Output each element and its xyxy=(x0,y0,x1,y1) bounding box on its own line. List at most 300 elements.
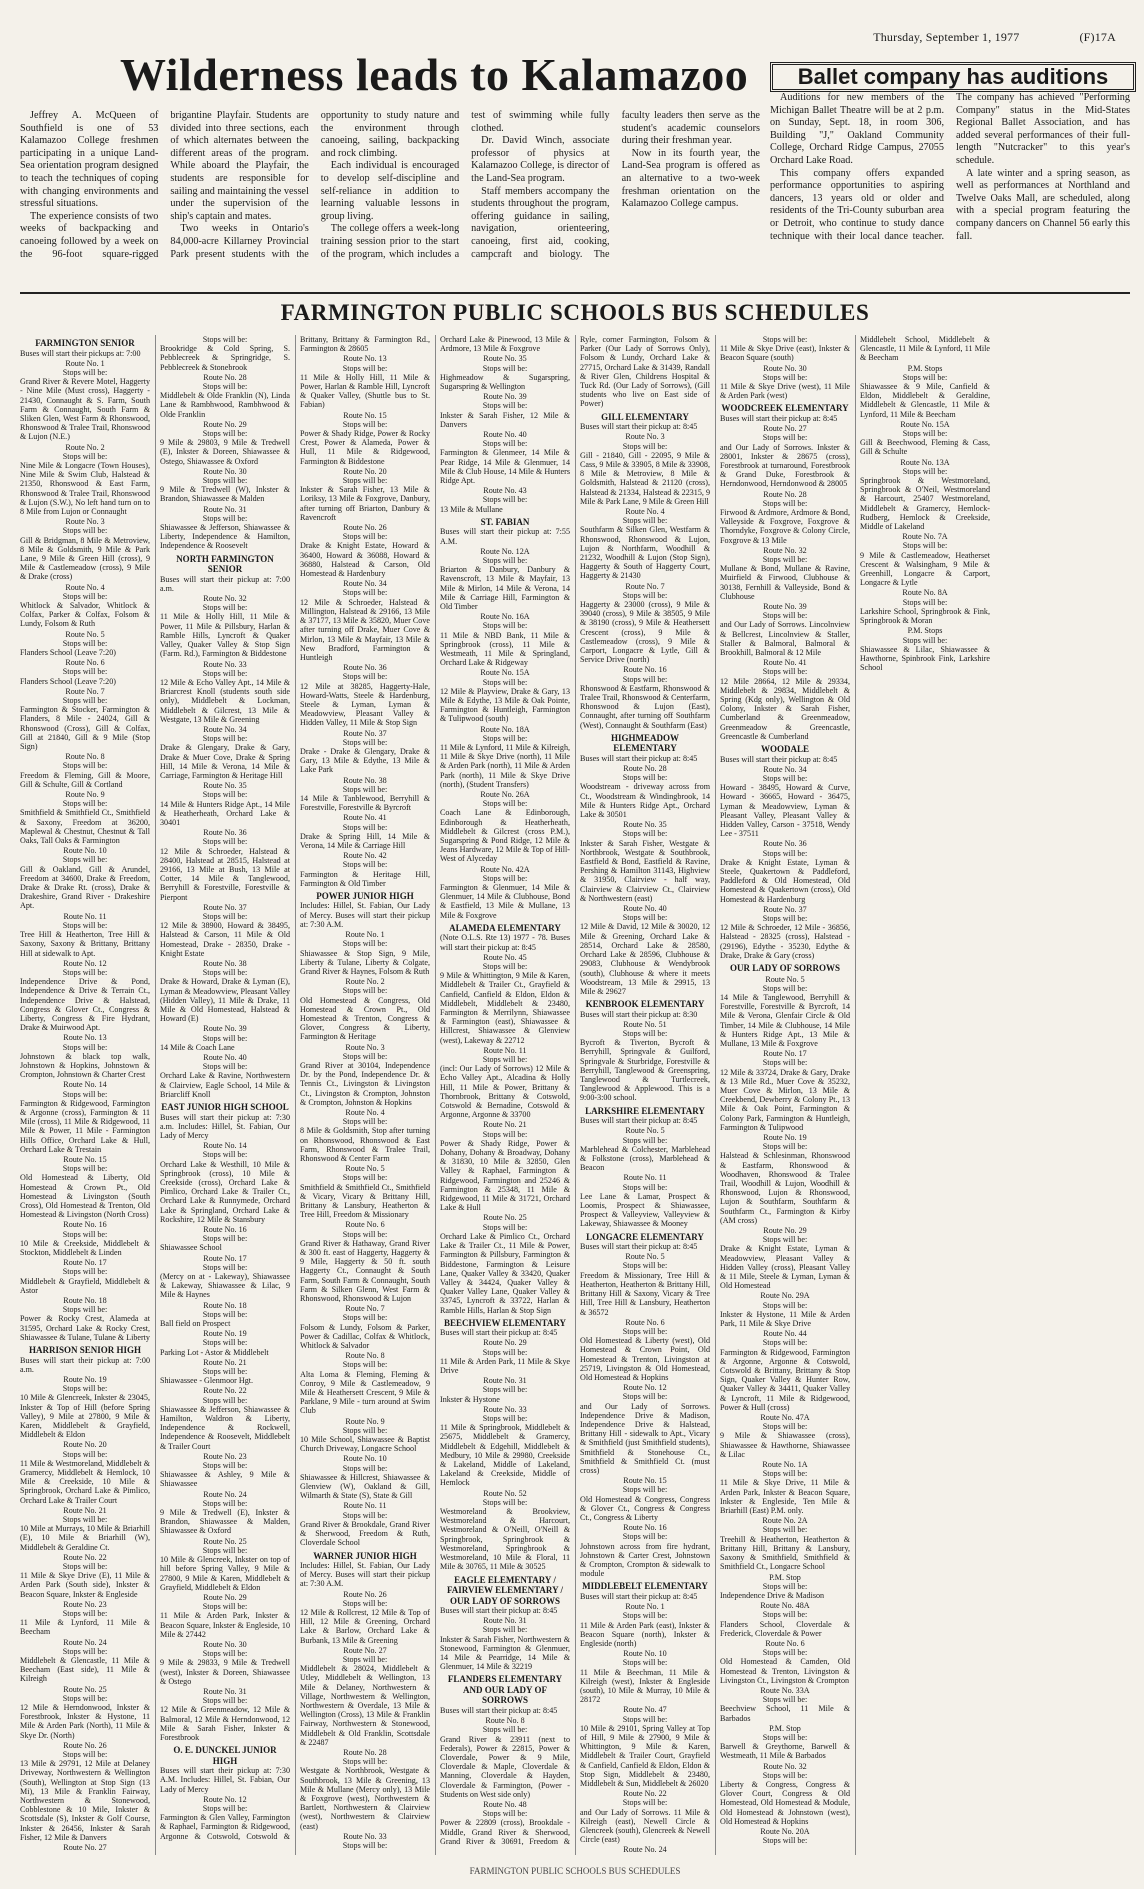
route-stops: Gill & Bridgman, 8 Mile & Metroview, 8 Mile & Goldsmith, 9 Mile & Park Lane, 9 Mile & Green Hill (cross), 9 Mile & Castlemeadow (cross), 9 Mile & Drake (cross) xyxy=(20,535,150,582)
route-stops: 11 Mile & Lynford, 11 Mile & Beecham xyxy=(20,1618,150,1637)
route-stops: Liberty & Congress, Congress & Glover Court, Congress & Old Homestead, Old Homestead & Module, Old Homestead & Johnstown (west), Old Homestead & Hopkins xyxy=(720,1779,850,1826)
route-stops: and Our Lady of Sorrows. Independence Drive & Madison, Independence Drive & Halstead, Brittany Hill - sidewalk to Apt., Vicary & Smithfield (just Smithfield students), Smithfield & Stonehouse Ct., Smithfield & Smithfield Ct. (must cross) xyxy=(580,1401,710,1475)
route-stops: Whitlock & Salvador, Whitlock & Colfax, Parker & Colfax, Folsom & Lundy, Folsom & Ruth xyxy=(20,600,150,629)
route-stops: Parking Lot - Astor & Middlebelt xyxy=(160,1347,269,1357)
stops-label: Stops will be: xyxy=(622,674,668,684)
stops-label: Stops will be: xyxy=(762,667,808,677)
route-stops: 11 Mile & Arden Park, 11 Mile & Skye Drive xyxy=(440,1356,570,1376)
wilderness-story xyxy=(20,110,760,261)
route-number: Route No. 40 xyxy=(623,904,667,914)
stops-label: Stops will be: xyxy=(62,1449,108,1459)
route-number: Route No. 5 xyxy=(765,974,805,984)
stops-label: Stops will be: xyxy=(762,1525,808,1535)
route-number: Route No. 8 xyxy=(65,752,105,762)
stops-label: Stops will be: xyxy=(202,1338,248,1348)
route-stops: 9 Mile & Castlemeadow, Heatherset Crescent & Walsingham, 9 Mile & Greenhill, Longacre & Carport, Longacre & Lytle xyxy=(860,550,990,588)
route-number: Route No. 20 xyxy=(63,1440,107,1450)
route-stops: Halstead & Schlesinman, Rhonswood & Eastfarm, Rhonswood & Woodhaven, Rhonswood & Tralee Trail, Woodhill & Lujon, Woodhill & Rhonswood, Lujon & Rhonswood, Lujon & Southfarm, Southfarm & Southfarm Ct., Farmington & Kirby (AM cross) xyxy=(720,1151,850,1225)
route-number: Route No. 7 xyxy=(65,686,105,696)
route-stops: Middlebelt & 28024, Middlebelt & Utley, Middlebelt & Wellington, 13 Mile & Delaney, Northwestern & Village, Northwestern & Wellington, Northwestern & Overdale, 13 Mile & Wellington (Cross), 13 Mile & Franklin Fairway, Northwestern & Stonewood, Middlebelt & Old Franklin, Scottsdale & 22487 xyxy=(300,1664,430,1747)
route-number: P.M. Stop xyxy=(769,1572,801,1582)
route-stops: Smithfield & Smithfield Ct., Smithfield & Saxony, Freedom at 36200, Maplewal & Chestnut, Chestnut & Tall Oaks, Tall Oaks & Farmington xyxy=(20,808,150,846)
route-stops: Brookridge & Cold Spring, S. Pebblecreek & Springridge, S. Pebblecreek & Stonebrook xyxy=(160,344,290,372)
route-stops: Old Homestead & Congress, Old Homestead & Crown Pt., Old Homestead & Trenton, Congress & Glover, Congress & Liberty, Farmington & Heritage xyxy=(300,995,430,1042)
route-number: Route No. 29 xyxy=(483,1338,527,1348)
route-stops: Inkster & Hystone xyxy=(440,1394,500,1404)
stops-label: Stops will be: xyxy=(482,1222,528,1232)
route-number: Route No. 7 xyxy=(625,581,665,591)
stops-label: Stops will be: xyxy=(482,1725,528,1735)
stops-label: Stops will be: xyxy=(482,1347,528,1357)
stops-label: Stops will be: xyxy=(342,363,388,373)
route-number: Route No. 23 xyxy=(63,1599,107,1609)
route-stops: Orchard Lake & Ravine, Northwestern & Clairview, Eagle School, 14 Mile & Briarcliff Knoll xyxy=(160,1071,290,1099)
stops-label: Stops will be: xyxy=(62,526,108,536)
route-number: Route No. 44 xyxy=(763,1329,807,1339)
route-stops: Freedom & Missionary, Tree Hill & Heatherton, Heatherton & Brittany Hill, Brittany Hill & Saxony, Vicary & Tree Hill, Tree Hill & Lansbury, Heatherton & 36572 xyxy=(580,1270,710,1317)
bus-schedule-columns xyxy=(20,335,1130,1855)
route-number: Route No. 52 xyxy=(483,1488,527,1498)
route-number: Route No. 42 xyxy=(343,851,387,861)
stops-label: Stops will be: xyxy=(62,799,108,809)
route-stops: Rhonswood & Eastfarm, Rhonswood & Tralee Trail, Rhonswood & Centerfarm, Rhonswood & Lujon (East), Connaught, after turning off Southfarm (West), Connaught & Southfarm (East) xyxy=(580,683,710,730)
route-stops: Power & Shady Ridge, Power & Dohany, Dohany & Broadway, Dohany & 31830, 10 Mile & 32850, Glen Valley & Raphael, Farmington & Ridgewood, Farmington and 25246 & Farmington & 25348, 11 Mile & Ridgewood, 11 Mile & 31721, Orchard Lake & Hull xyxy=(440,1138,570,1213)
route-number: Route No. 26A xyxy=(480,790,530,800)
route-stops: Highmeadow & Sugarspring, Sugarspring & Wellington xyxy=(440,372,570,392)
route-stops: 11 Mile & Skye Drive (east), Inkster & Beacon Square (south) xyxy=(720,344,850,363)
stops-label: Stops will be: xyxy=(62,696,108,706)
route-stops: Marblehead & Colchester, Marblehead & Folkstone (cross), Marblehead & Beacon xyxy=(580,1144,710,1173)
route-number: Route No. 26 xyxy=(343,1589,387,1599)
stops-label: Stops will be: xyxy=(62,1042,108,1052)
stops-label: Stops will be: xyxy=(342,1229,388,1239)
route-stops: 12 Mile & Rollcrest, 12 Mile & Top of Hill, 12 Mile & Greening, Orchard Lake & Barlow, Orchard Lake & Burbank, 13 Mile & Greening xyxy=(300,1608,430,1645)
route-number: Route No. 37 xyxy=(763,904,807,914)
route-stops: Orchard Lake & Pimlico Ct., Orchard Lake & Trailer Ct., 11 Mile & Power, Farmington & Pillsbury, Farmington & Biddestone, Farmington & Leisure Lane, Quaker Valley & 33420, Quaker Valley & 34424, Quaker Valley & Quaker Valley Lane, Quaker Valley & 33745, Lyncroft & 33722, Harlan & Ramble Hills, Harlan & Stop Sign xyxy=(440,1231,570,1315)
route-stops: Flanders School (Leave 7:20) xyxy=(20,648,116,657)
pickup-start-time: Buses will start their pickup at: 8:45 xyxy=(580,422,698,432)
stops-label: Stops will be: xyxy=(762,773,808,783)
route-stops: Gill & Beechwood, Fleming & Cass, Gill & Schulte xyxy=(860,438,990,457)
route-stops: Shiawassee & Jefferson, Shiawassee & Liberty, Independence & Hamilton, Independence & Roosevelt xyxy=(160,523,290,551)
route-number: Route No. 11 xyxy=(343,1501,387,1511)
route-number: Route No. 39 xyxy=(203,1024,247,1034)
school-name: KENBROOK ELEMENTARY xyxy=(585,999,705,1010)
stops-label: Stops will be: xyxy=(482,733,528,743)
stops-label: Stops will be: xyxy=(622,773,668,783)
stops-label: Stops will be: xyxy=(62,1514,108,1524)
route-number: Route No. 5 xyxy=(625,1252,665,1262)
route-number: Route No. 14 xyxy=(203,1141,247,1151)
route-number: Route No. 15 xyxy=(63,1154,107,1164)
route-number: Route No. 40 xyxy=(203,1053,247,1063)
route-stops: 10 Mile School, Shiawassee & Baptist Church Driveway, Longacre School xyxy=(300,1435,430,1454)
route-number: Route No. 45 xyxy=(483,952,527,962)
stops-label: Stops will be: xyxy=(202,1545,248,1555)
route-stops: 12 Mile & 33724, Drake & Gary, Drake & 13 Mile Rd., Muer Cove & 35232, Muer Cove & Mirlon, 13 Mile & Creekbend, Dewberry & Colony Pt., 13 Mile & Oak Point, Farmington & Colony Park, Farmington & Huntleigh, Farmington & Tulipwood xyxy=(720,1067,850,1132)
stops-label: Stops will be: xyxy=(202,1234,248,1244)
stops-label: Stops will be: xyxy=(62,1750,108,1760)
route-stops: Shiawassee & Stop Sign, 9 Mile, Liberty & Tulane, Liberty & Colgate, Grand River & Haynes, Folsom & Ruth xyxy=(300,948,430,976)
pickup-start-time: Buses will start their pickup at: 8:45 xyxy=(440,1328,558,1338)
route-stops: Treehill & Heatherton, Heatherton & Brittany Hill, Brittany & Lansbury, Saxony & Smithfield, Smithfield & Smithfield Ct., Longacre School xyxy=(720,1534,850,1572)
route-number: Route No. 18 xyxy=(203,1300,247,1310)
route-stops: 10 Mile & Glencreek, Inkster on top of hill before Spring Valley, 9 Mile & 27800, 9 Mile & Karen, Middlebelt & Grayfield, Middlebelt & Eldon xyxy=(160,1555,290,1592)
pickup-start-time: Buses will start their pickup at: 7:30 A.M. Includes: Hillel, St. Fabian, Our Lady of Mercy xyxy=(160,1766,290,1794)
stops-label: Stops will be: xyxy=(342,588,388,598)
stops-label: Stops will be: xyxy=(762,433,808,443)
stops-label: Stops will be: xyxy=(62,591,108,601)
school-schedule xyxy=(720,403,850,741)
stops-label: Stops will be: xyxy=(482,962,528,971)
route-stops: Inkster & Sarah Fisher, Westgate & Northbrook, Westgate & Southbrook, Eastfield & Bond, Eastfield & Ravine, Pershing & Hamilton 31143, Highview & 31950, Clairview - half way, Clairview & Clairview Ct., Clairview & Northwestern (east) xyxy=(580,838,710,903)
route-number: Route No. 6 xyxy=(345,1220,385,1230)
route-stops: 12 Mile & 38900, Howard & 38495, Halstead & Carson, 11 Mile & Old Homestead, Drake - 28350, Drake - Knight Estate xyxy=(160,921,290,958)
route-stops: 11 Mile & Skye Drive (west), 11 Mile & Arden Park (west) xyxy=(720,382,850,401)
stops-label: Stops will be: xyxy=(482,495,528,505)
route-number: Route No. 31 xyxy=(483,1616,527,1626)
stops-label: Stops will be: xyxy=(622,1798,668,1808)
stops-label: Stops will be: xyxy=(762,335,808,344)
pickup-start-time: Buses will start their pickup at: 8:45 xyxy=(580,1242,698,1252)
stops-label: Stops will be: xyxy=(762,913,808,923)
route-number: Route No. 38 xyxy=(343,775,387,785)
section-divider xyxy=(20,292,1130,294)
school-name: MIDDLEBELT ELEMENTARY xyxy=(582,1581,708,1592)
stops-label: Stops will be: xyxy=(902,429,948,439)
stops-label: Stops will be: xyxy=(342,1313,388,1323)
stops-label: Stops will be: xyxy=(62,855,108,865)
stops-label: Stops will be: xyxy=(482,1497,528,1507)
stops-label: Stops will be: xyxy=(482,677,528,687)
route-number: Route No. 32 xyxy=(763,1761,807,1771)
stops-label: Stops will be: xyxy=(202,1696,248,1706)
stops-label: Stops will be: xyxy=(202,1150,248,1160)
route-number: Route No. 17 xyxy=(63,1258,107,1268)
stops-label: Stops will be: xyxy=(762,1648,808,1658)
route-number: Route No. 11 xyxy=(623,1173,667,1183)
route-number: Route No. 18 xyxy=(63,1296,107,1306)
route-stops: Larkshire School, Springbrook & Fink, Springbrook & Moran xyxy=(860,606,990,626)
route-stops: Gill & Oakland, Gill & Arundel, Freedom at 34600, Drake & Freedom, Drake & Drake Rt. (cross), Drake & Drakeshire, Grand River - Drakeshire Apt. xyxy=(20,864,150,911)
route-number: Route No. 10 xyxy=(623,1649,667,1659)
route-number: Route No. 22 xyxy=(623,1789,667,1799)
route-number: Route No. 32 xyxy=(763,545,807,555)
route-number: Route No. 34 xyxy=(203,724,247,734)
stops-label: Stops will be: xyxy=(202,1803,248,1813)
route-stops: Westmoreland & Brookview, Westmoreland & Harcourt, Westmoreland & O'Neill, O'Neill & Springbrook, Springbrook & Westmoreland, Springbrook & Westmoreland, 10 Mile & Floral, 11 Mile & 30765, 11 Mile & 30525 xyxy=(440,1507,570,1572)
stops-label: Stops will be: xyxy=(622,829,668,839)
stops-label: Stops will be: xyxy=(482,799,528,809)
route-stops: Middlebelt & Glencastle, 11 Mile & Beecham (East side), 11 Mile & Kilreigh xyxy=(20,1656,150,1684)
school-name: ST. FABIAN xyxy=(480,516,530,527)
route-stops: Gill - 21840, Gill - 22095, 9 Mile & Cass, 9 Mile & 33905, 8 Mile & 33908, 8 Mile & Metroview, 8 Mile & Goldsmith, Halstead & 21120 (cross), Halstead & 21334, Halstead & 22315, 9 Mile & Park Lane, 9 Mile & Green Hill xyxy=(580,450,710,506)
route-number: Route No. 15A xyxy=(480,668,530,678)
route-stops: Smithfield & Smithfield Ct., Smithfield & Vicary, Vicary & Brittany Hill, Brittany & Lansbury, Heatherton & Tree Hill, Freedom & Missionary xyxy=(300,1182,430,1220)
route-stops: Old Homestead & Liberty, Old Homestead & Crown Pt., Old Homestead & Livingston (South Cross), Old Homestead & Trenton, Old Homestead & Livingston (North Cross) xyxy=(20,1173,150,1220)
route-stops: Farmington & Stocker, Farmington & Flanders, 8 Mile - 24024, Gill & Rhonswood (Cross), Gill & Colfax, Gill at 21840, Gill & 9 Mile (Stop Sign) xyxy=(20,705,150,752)
route-number: Route No. 17 xyxy=(203,1253,247,1263)
route-stops: Barwell & Greythorne, Barwell & Westmeath, 11 Mile & Barbados xyxy=(720,1742,850,1761)
route-number: P.M. Stop xyxy=(769,1723,801,1733)
route-number: Route No. 36 xyxy=(343,663,387,673)
stops-label: Stops will be: xyxy=(62,1384,108,1394)
route-stops: Drake & Glengary, Drake & Gary, Drake & Muer Cove, Drake & Spring Hill, 14 Mile & Verona, 14 Mile & Carriage, Farmington & Heritage Hill xyxy=(160,743,290,780)
route-number: Route No. 11 xyxy=(483,1045,527,1055)
route-number: Route No. 20 xyxy=(343,466,387,476)
route-number: Route No. 21 xyxy=(203,1357,247,1367)
school-schedule xyxy=(160,1102,290,1742)
route-number: Route No. 22 xyxy=(203,1386,247,1396)
stops-label: Stops will be: xyxy=(482,401,528,411)
route-number: Route No. 37 xyxy=(343,728,387,738)
route-number: Route No. 2 xyxy=(345,977,385,987)
route-number: Route No. 33 xyxy=(483,1404,527,1414)
stops-label: Stops will be: xyxy=(482,1414,528,1424)
stops-label: Stops will be: xyxy=(342,1510,388,1520)
route-number: Route No. 30 xyxy=(763,363,807,373)
stops-label: Stops will be: xyxy=(762,1300,808,1310)
route-number: Route No. 25 xyxy=(63,1684,107,1694)
route-number: P.M. Stops xyxy=(907,363,943,373)
stops-label: Stops will be: xyxy=(342,1841,388,1851)
stops-label: Stops will be: xyxy=(202,1309,248,1319)
route-number: Route No. 30 xyxy=(203,1639,247,1649)
route-stops: 11 Mile & Arden Park (east), Inkster & Beacon Square (north), Inkster & Engleside (north) xyxy=(580,1620,710,1648)
stops-label: Stops will be: xyxy=(482,873,528,883)
route-stops: 12 Mile & Schroeder, Halstead & Millington, Halstead & 29166, 13 Mile & 37177, 13 Mile & 35820, Muer Cove after turning off Drake, Muer Cove & Mirlon, 13 Mile & Mayfair, 13 Mile & New Bradford, Farmington & Huntleigh xyxy=(300,597,430,662)
stops-label: Stops will be: xyxy=(342,1051,388,1061)
route-stops: Lee Lane & Lamar, Prospect & Loomis, Prospect & Shiawassee, Prospect & Valleyview, Valleyview & Lakeway, Shiawassee & Mooney xyxy=(580,1191,710,1229)
route-stops: Drake & Spring Hill, 14 Mile & Verona, 14 Mile & Carriage Hill xyxy=(300,831,430,850)
route-stops: 12 Mile at 38285, Haggerty-Hale, Howard-Watts, Steele & Hardenburg, Steele & Lyman, Lyman & Meadowview, Pleasant Valley & Hidden Valley, 11 Mile & Stop Sign xyxy=(300,681,430,728)
route-stops: Shiawassee & Hillcrest, Shiawassee & Glenview (W), Oakland & Gill, Wilmarth & State (S), State & Gill xyxy=(300,1472,430,1501)
route-stops: Mullane & Bond, Mullane & Ravine, Muirfield & Firwood, Clubhouse & 30138, Fernhill & Valleyside, Bond & Clubhouse xyxy=(720,564,850,601)
stops-label: Stops will be: xyxy=(202,790,248,800)
route-number: Route No. 16 xyxy=(623,665,667,675)
route-number: Route No. 9 xyxy=(345,1416,385,1426)
route-number: Route No. 3 xyxy=(625,432,665,442)
route-number: Route No. 28 xyxy=(623,764,667,774)
school-name: EAST JUNIOR HIGH SCHOOL xyxy=(161,1102,289,1113)
stops-label: Stops will be: xyxy=(762,372,808,382)
route-number: Route No. 21 xyxy=(63,1505,107,1515)
school-name: EAGLE ELEMENTARY / FAIRVIEW ELEMENTARY / OUR LADY OF SORROWS xyxy=(446,1574,564,1606)
route-number: Route No. 14 xyxy=(63,1080,107,1090)
stops-label: Stops will be: xyxy=(202,1602,248,1612)
route-number: Route No. 1 xyxy=(345,930,385,940)
route-stops: Power & 22809 (cross), Brookdale - Middle, Grand River & Sherwood, Grand River & 30691, Freedom & Ryle, corner Farmington, Folsom & Parker (Our Lady of Sorrows Only), Folsom & Lundy, Orchard Lake & 27715, Orchard Lake & 31439, Randall & River Glen, Childrens Hospital & Tuck Rd. (Our Lady of Sorrows), (Gill students who live on East side of Power) xyxy=(440,335,710,1846)
stops-label: Stops will be: xyxy=(202,837,248,847)
route-stops: Springbrook & Westmoreland, Springbrook & O'Neil, Westmoreland & Harcourt, 25407 Westmoreland, Middlebelt & Gramercy, Hemlock-Rudberg, Hemlock & Creekside, Middle of Lakeland xyxy=(860,476,990,532)
route-number: Route No. 38 xyxy=(203,959,247,968)
route-number: Route No. 34 xyxy=(343,579,387,589)
school-name: FLANDERS ELEMENTARY AND OUR LADY OF SORROWS xyxy=(447,1674,563,1706)
route-stops: Shiawassee School xyxy=(160,1243,222,1253)
story-paragraph: Now in its fourth year, the Land-Sea program is offered as an alternative to a two-week freshman orientation on the Kalamazoo College campus. xyxy=(621,147,760,210)
route-stops: (Mercy on at - Lakeway), Shiawassee & Lakeway, Shiawassee & Lilac, 9 Mile & Haynes xyxy=(160,1272,290,1300)
route-stops: Inkster & Sarah Fisher, 13 Mile & Loriksy, 13 Mile & Foxgrove, Danbury, after turning off Briarton, Danbury & Ravencroft xyxy=(300,485,430,522)
route-stops: Briarton & Danbury, Danbury & Ravenscroft, 13 Mile & Mayfair, 13 Mile & Mirlon, 14 Mile & Verona, 14 Mile & Carriage Hill, Farmington & Old Timber xyxy=(440,565,570,611)
route-stops: 11 Mile & Holly Hill, 11 Mile & Power, 11 Mile & Pillsbury, Harlan & Ramble Hills, Lyncroft & Quaker Valley, Quaker Valley & Stop Sign (Farm. Rd.), Farmington & Biddestone xyxy=(160,612,290,659)
pickup-start-time: (Note O.L.S. Rte 13) 1977 - 78. Buses will start their pickup at: 8:45 xyxy=(440,933,570,952)
route-number: Route No. 33A xyxy=(760,1685,810,1695)
route-number: Route No. 30 xyxy=(203,466,247,476)
route-stops: 11 Mile & NBD Bank, 11 Mile & Springbrook (cross), 11 Mile & Westmeath, 11 Mile & Springland, Orchard Lake & Ridgeway xyxy=(440,630,570,668)
stops-label: Stops will be: xyxy=(202,1033,248,1043)
stops-label: Stops will be: xyxy=(342,860,388,870)
stops-label: Stops will be: xyxy=(622,516,668,526)
pickup-start-time: Buses will start their pickup at: 8:45 xyxy=(440,1606,558,1615)
stops-label: Stops will be: xyxy=(342,1655,388,1665)
route-stops: 11 Mile & Springbrook, Middlebelt & 25675, Middlebelt & Gramercy, Middlebelt & Edgehill, Middlebelt & Medbury, 10 Mile & 29980, Creekside & Lakeland, Middle of Lakeland, Lakeland & Creekside, Middle of Hemlock xyxy=(440,1423,570,1488)
route-number: Route No. 27 xyxy=(63,1843,107,1853)
stops-label: Stops will be: xyxy=(622,1485,668,1495)
route-number: Route No. 39 xyxy=(763,601,807,611)
route-number: Route No. 43 xyxy=(483,486,527,496)
route-stops: Drake & Knight Estate, Lyman & Steele, Quakertown & Paddleford, Paddleford & Old Homestead, Old Homestead & Quakertown (cross), Old Homestead & Hardenburg xyxy=(720,857,850,904)
stops-label: Stops will be: xyxy=(622,1611,668,1621)
stops-label: Stops will be: xyxy=(762,1732,808,1742)
school-schedule xyxy=(160,554,290,1099)
stops-label: Stops will be: xyxy=(202,968,248,978)
school-name: LONGACRE ELEMENTARY xyxy=(586,1231,704,1242)
route-stops: Middlebelt & Olde Franklin (N), Linda Lane & Rambhwood, Rambhwood & Olde Franklin xyxy=(160,391,290,419)
route-number: Route No. 31 xyxy=(203,504,247,514)
route-number: Route No. 48A xyxy=(760,1601,810,1611)
route-number: Route No. 7 xyxy=(345,1304,385,1314)
school-schedule xyxy=(580,733,710,996)
stops-label: Stops will be: xyxy=(762,611,808,621)
stops-label: Stops will be: xyxy=(762,1695,808,1705)
route-number: Route No. 47 xyxy=(623,1705,667,1715)
stops-label: Stops will be: xyxy=(342,1598,388,1608)
route-number: Route No. 13 xyxy=(343,354,387,364)
route-stops: Haggerty & 23000 (cross), 9 Mile & 39040 (cross), 9 Mile & 38505, 9 Mile & 38190 (cross), 9 Mile & Heathersett Crescent (cross), 9 Mile & Castlemeadow (cross), 9 Mile & Carport, Longacre & Lytle, Gill & Service Drive (north) xyxy=(580,599,710,665)
route-stops: 9 Mile & Tredwell (W), Inkster & Brandon, Shiawassee & Malden xyxy=(160,485,290,504)
route-stops: Westgate & Northbrook, Westgate & Southbrook, 13 Mile & Greening, 13 Mile & Mullane (Mercy only), 13 Mile & Foxgrove (west), Northwestern & Bartlett, Northwestern & Clairview (west), Northwestern & Clairview (east) xyxy=(300,1766,430,1831)
pickup-start-time: Buses will start their pickup at: 8:45 xyxy=(580,1591,698,1601)
pickup-start-time: Buses will start their pickup at: 8:45 xyxy=(580,1116,698,1126)
route-number: Route No. 10 xyxy=(343,1454,387,1464)
pickup-start-time: Buses will start their pickup at: 7:00 a.m. xyxy=(160,574,290,593)
route-stops: Farmington & Glenmuer, 14 Mile & Glenmuer, 14 Mile & Clubhouse, Bond & Eastfield, 13 Mile & Mullane, 13 Mile & Foxgrove xyxy=(440,883,570,920)
route-stops: Grand River at 30104, Independence Dr. by the Pond, Independence Dr. & Tennis Ct., Livingston & Livingston Ct., Livingston & Crompton, Johnston & Crompton, Johnston & Hopkins xyxy=(300,1060,430,1107)
route-stops: Inkster & Sarah Fisher, 12 Mile & Danvers xyxy=(440,410,570,429)
route-stops: Independence Drive & Pond, Independence & Drive & Terrain Ct., Independence Drive & Halstead, Congress & Glover Ct., Congress & Liberty, Congress & Fire Hydrant, Drake & Muirwood Apt. xyxy=(20,977,150,1033)
stops-label: Stops will be: xyxy=(482,621,528,631)
route-number: Route No. 37 xyxy=(203,902,247,912)
stops-label: Stops will be: xyxy=(622,1182,668,1192)
dateline-page: (F)17A xyxy=(1079,30,1116,44)
route-number: Route No. 29 xyxy=(203,419,247,429)
stops-label: Stops will be: xyxy=(62,1089,108,1099)
stops-label: Stops will be: xyxy=(62,1305,108,1315)
pickup-start-time: Includes: Hillel, St. Fabian, Our Lady of Mercy. Buses will start their pickup at: 7:30 A.M. xyxy=(300,901,430,929)
route-number: Route No. 12 xyxy=(203,1794,247,1804)
stops-label: Stops will be: xyxy=(622,441,668,451)
route-number: Route No. 1A xyxy=(762,1460,808,1470)
route-number: Route No. 24 xyxy=(63,1637,107,1647)
route-number: Route No. 29 xyxy=(763,1225,807,1235)
route-number: Route No. 33 xyxy=(343,1831,387,1841)
route-number: Route No. 10 xyxy=(63,846,107,856)
stops-label: Stops will be: xyxy=(762,1235,808,1245)
stops-label: Stops will be: xyxy=(342,1117,388,1127)
stops-label: Stops will be: xyxy=(482,1809,528,1819)
pickup-start-time: Buses will start their pickup at: 8:45 xyxy=(580,753,698,763)
route-number: Route No. 17 xyxy=(763,1049,807,1059)
stops-label: Stops will be: xyxy=(482,363,528,373)
stops-label: Stops will be: xyxy=(622,1135,668,1145)
stops-label: Stops will be: xyxy=(482,555,528,565)
route-stops: 11 Mile & Westmoreland, Middlebelt & Gramercy, Middlebelt & Hemlock, 10 Mile & Creekside, 10 Mile & Springbrook, Orchard Lake & Pimlico, Orchard Lake & Trailer Court xyxy=(20,1458,150,1505)
route-stops: 12 Mile & Echo Valley Apt., 14 Mile & Briarcrest Knoll (students south side only), Middlebelt & Lockman, Middlebelt & Gilcrest, 13 Mile & Westgate, 13 Mile & Greening xyxy=(160,677,290,724)
route-number: Route No. 2 xyxy=(65,442,105,452)
stops-label: Stops will be: xyxy=(342,1173,388,1183)
school-name: WOODCREEK ELEMENTARY xyxy=(721,403,849,414)
stops-label: Stops will be: xyxy=(622,913,668,923)
stops-label: Stops will be: xyxy=(342,737,388,747)
school-name: OUR LADY OF SORROWS xyxy=(729,963,841,973)
route-number: Route No. 48 xyxy=(483,1799,527,1809)
stops-label: Stops will be: xyxy=(202,734,248,744)
school-schedule xyxy=(580,999,710,1103)
stops-label: Stops will be: xyxy=(762,983,808,993)
route-stops: 14 Mile & Tanglewood, Berryhill & Forestville, Forestville & Byrcroft, 14 Mile & Verona, Glenfair Circle & Old Timber, 14 Mile & Clubhouse, 14 Mile & Hunters Ridge Apt., 13 Mile & Mullane, 13 Mile & Foxgrove xyxy=(720,992,850,1048)
route-number: Route No. 19 xyxy=(63,1374,107,1384)
route-number: Route No. 5 xyxy=(65,629,105,639)
story-paragraph: Each individual is encouraged to develop self-discipline and self-reliance in addition to learning valuable lessons in group living. xyxy=(320,160,460,222)
route-number: Route No. 25 xyxy=(203,1536,247,1546)
stops-label: Stops will be: xyxy=(482,1385,528,1395)
pickup-start-time: Includes: Hillel, St. Fabian, Our Lady of Mercy. Buses will start their pickup at: 7:30 A.M. xyxy=(300,1561,430,1589)
route-stops: 14 Mile & Coach Lane xyxy=(160,1042,235,1052)
school-name: BEECHVIEW ELEMENTARY xyxy=(443,1317,567,1328)
route-stops: Flanders School (Leave 7:20) xyxy=(20,676,116,686)
stops-label: Stops will be: xyxy=(202,1461,248,1471)
stops-label: Stops will be: xyxy=(202,603,248,613)
stops-label: Stops will be: xyxy=(622,1714,668,1724)
route-stops: Farmington & Glenmeer, 14 Mile & Pear Ridge, 14 Mile & Glenmuer, 14 Mile & Club House, 14 Mile & Hunters Ridge Apt. xyxy=(440,448,570,486)
ballet-paragraph: This company offers expanded performance opportunities to aspiring dancers, 13 years old or older and residents of the Tri-County suburban area or Detroit, who continue to study dance technique with their local dance teacher. The company has achieved "Performing Company" status in the Mid-States Regional Ballet Association, and has added several performances of their full-length "Nutcracker" to this year's schedule. xyxy=(770,92,1130,242)
stops-label: Stops will be: xyxy=(762,1836,808,1846)
route-number: Route No. 1 xyxy=(65,358,105,368)
route-number: Route No. 5 xyxy=(625,1126,665,1136)
stops-label: Stops will be: xyxy=(62,1562,108,1571)
route-stops: Shiawassee & Ashley, 9 Mile & Shiawassee xyxy=(160,1470,290,1489)
stops-label: Stops will be: xyxy=(482,439,528,449)
school-name: LARKSHIRE ELEMENTARY xyxy=(585,1105,705,1116)
stops-label: Stops will be: xyxy=(622,1532,668,1542)
stops-label: Stops will be: xyxy=(622,1029,668,1039)
stops-label: Stops will be: xyxy=(202,513,248,523)
route-stops: 8 Mile & Goldsmith, Stop after turning on Rhonswood, Rhonswood & East Farm, Rhonswood & Tralee Trail, Rhonswood & Center Farm xyxy=(300,1126,430,1163)
stops-label: Stops will be: xyxy=(762,1422,808,1432)
stops-label: Stops will be: xyxy=(482,1129,528,1139)
route-stops: Southfarm & Silken Glen, Westfarm & Rhonswood, Rhonswood & Lujon, Lujon & Northfarm, Woodhill & 21232, Woodhill & Lujon (Stop Sign), Haggerty & South of Haggerty Court, Haggerty & 21430 xyxy=(580,525,710,581)
pickup-start-time: Buses will start their pickups at: 7:00 xyxy=(20,348,141,358)
route-stops: Firwood & Ardmore, Ardmore & Bond, Valleyside & Foxgrove, Foxgrove & Thorndyke, Foxgrove & Colony Circle, Foxgrove & 13 Mile xyxy=(720,507,850,545)
stops-label: Stops will be: xyxy=(342,1360,388,1370)
stops-label: Stops will be: xyxy=(62,1693,108,1703)
school-schedule xyxy=(440,923,570,1315)
route-number: Route No. 26 xyxy=(63,1740,107,1750)
stops-label: Stops will be: xyxy=(342,672,388,682)
route-number: Route No. 35 xyxy=(483,354,527,364)
stops-label: Stops will be: xyxy=(762,1770,808,1780)
route-stops: and Our Lady of Sorrows. Lincolnview & Bellcrest, Lincolnview & Staller, Staller & Balmoral, Balmoral & Brookhill, Balmoral & 12 Mile xyxy=(720,620,850,657)
